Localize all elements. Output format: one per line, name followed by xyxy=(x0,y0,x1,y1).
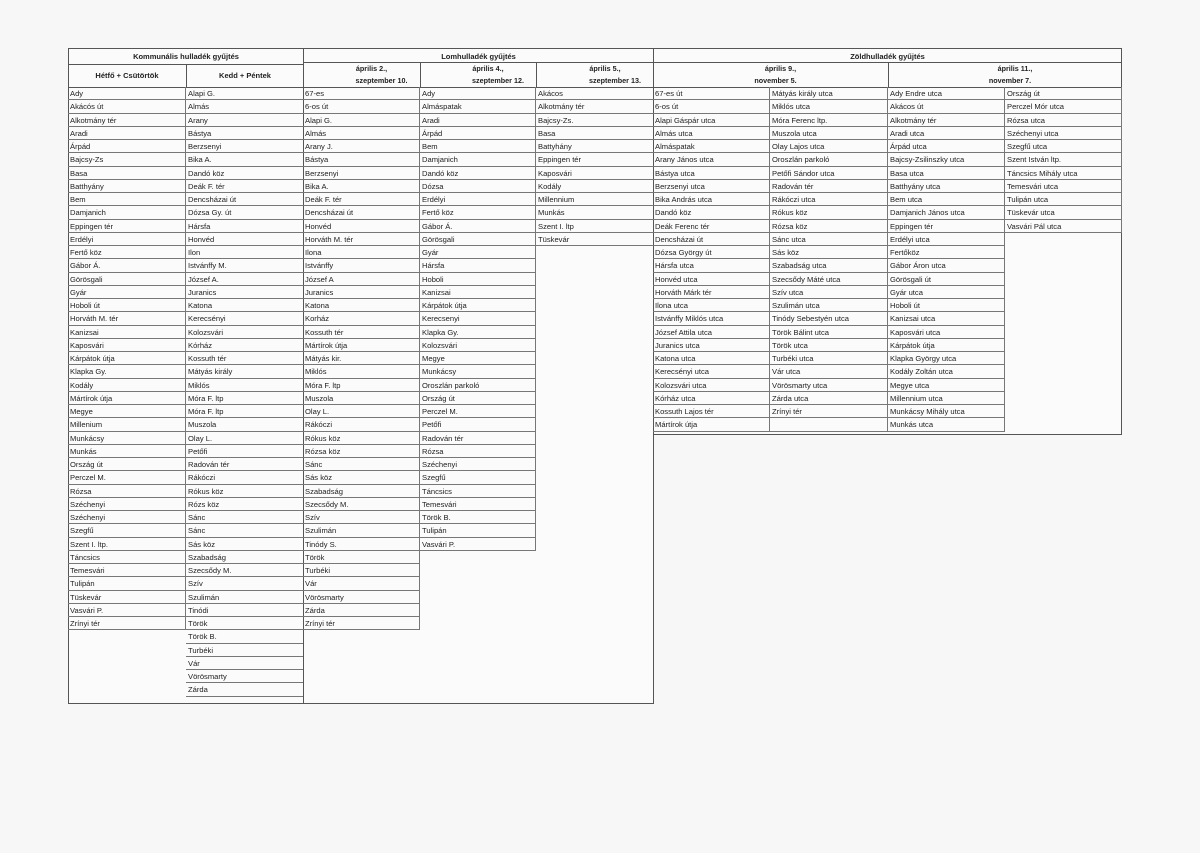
table-cell: Temesvári xyxy=(420,498,536,511)
table-cell: Basa xyxy=(536,127,654,140)
table-cell: Kerecsényi utca xyxy=(653,365,770,378)
lom-title-rule xyxy=(303,62,654,63)
table-cell: Tüskevár utca xyxy=(1005,206,1122,219)
table-cell: Ady xyxy=(420,87,536,100)
zold-col1 xyxy=(653,87,770,432)
table-cell: Almáspatak xyxy=(420,100,536,113)
table-cell: Oroszlán parkoló xyxy=(420,379,536,392)
table-cell: Ilona utca xyxy=(653,299,770,312)
table-cell: Vasvári P. xyxy=(420,538,536,551)
table-cell: Katona utca xyxy=(653,352,770,365)
table-cell: Sás köz xyxy=(770,246,888,259)
table-cell: Turbéki utca xyxy=(770,352,888,365)
table-cell: Szent István ltp. xyxy=(1005,153,1122,166)
table-cell: Kolozsvári xyxy=(420,339,536,352)
table-cell: Perczel M. xyxy=(420,405,536,418)
table-cell: Vörösmarty utca xyxy=(770,379,888,392)
table-cell: Horváth M. tér xyxy=(303,233,420,246)
table-cell: Munkácsy xyxy=(68,432,186,445)
table-cell: Tüskevár xyxy=(536,233,654,246)
table-cell: Honvéd xyxy=(186,233,304,246)
table-cell: Dandó köz xyxy=(420,167,536,180)
table-cell: Kolozsvári xyxy=(186,326,304,339)
table-cell: Megye xyxy=(420,352,536,365)
table-cell: Árpád xyxy=(68,140,186,153)
table-cell: Akácós út xyxy=(68,100,186,113)
table-cell: Dózsa György út xyxy=(653,246,770,259)
table-cell: Bástya xyxy=(303,153,420,166)
table-cell: Megye xyxy=(68,405,186,418)
table-cell: Ady xyxy=(68,87,186,100)
table-cell: Millennium utca xyxy=(888,392,1005,405)
table-cell: Zárda xyxy=(186,683,304,696)
table-cell: Szegfű utca xyxy=(1005,140,1122,153)
table-cell: Ország út xyxy=(68,458,186,471)
table-cell: Móra F. ltp xyxy=(303,379,420,392)
table-cell: Kodály Zoltán utca xyxy=(888,365,1005,378)
table-cell: Dencsházai út xyxy=(303,206,420,219)
table-cell: Berzsenyi xyxy=(186,140,304,153)
lom-title: Lomhulladék gyűjtés xyxy=(441,52,516,61)
table-cell: Hársfa utca xyxy=(653,259,770,272)
table-cell: Istvánffy Miklós utca xyxy=(653,312,770,325)
table-cell: Istvánffy xyxy=(303,259,420,272)
table-cell: Szent I. ltp xyxy=(536,220,654,233)
table-cell: Bem utca xyxy=(888,193,1005,206)
table-cell: Rákóczi xyxy=(303,418,420,431)
table-cell: Arany J. xyxy=(303,140,420,153)
table-cell: Rákóczi xyxy=(186,471,304,484)
table-cell: Kórház utca xyxy=(653,392,770,405)
table-cell: Hársfa xyxy=(186,220,304,233)
zold-g2-head-b: november 7. xyxy=(988,76,1032,85)
table-cell: Sánc xyxy=(186,524,304,537)
table-cell: Damjanich xyxy=(420,153,536,166)
komm-col1-head: Hétfő + Csütörtök xyxy=(95,71,159,80)
table-cell: Dencsházai út xyxy=(186,193,304,206)
table-cell: Tüskevár xyxy=(68,591,186,604)
table-cell: Erdélyi xyxy=(68,233,186,246)
table-cell: Szabadság xyxy=(186,551,304,564)
lom-c3-head-a: április 5., xyxy=(589,64,621,73)
table-cell: Gyár xyxy=(68,286,186,299)
table-cell: Kossuth tér xyxy=(303,326,420,339)
table-cell: Alkotmány tér xyxy=(68,114,186,127)
table-cell: Munkácsy xyxy=(420,365,536,378)
table-cell: Zárda xyxy=(303,604,420,617)
table-cell: Hoboli xyxy=(420,273,536,286)
table-cell: Tinódy Sebestyén utca xyxy=(770,312,888,325)
zold-col4 xyxy=(1005,87,1122,233)
table-cell: Rózsa köz xyxy=(303,445,420,458)
table-cell: Széchenyi xyxy=(420,458,536,471)
table-cell: Olay L. xyxy=(186,432,304,445)
table-cell: Basa utca xyxy=(888,167,1005,180)
table-cell: Bajcsy-Zsilinszky utca xyxy=(888,153,1005,166)
table-cell: Deák Ferenc tér xyxy=(653,220,770,233)
table-cell: Aradi utca xyxy=(888,127,1005,140)
table-cell: Sánc xyxy=(303,458,420,471)
table-cell: Mártírok útja xyxy=(68,392,186,405)
table-cell: Vasvári Pál utca xyxy=(1005,220,1122,233)
table-cell: Batthyány utca xyxy=(888,180,1005,193)
table-cell: Kanizsai xyxy=(420,286,536,299)
table-cell: Deák F. tér xyxy=(303,193,420,206)
table-cell: Ország út xyxy=(1005,87,1122,100)
table-cell: Bem xyxy=(420,140,536,153)
table-cell: Bajcsy-Zs. xyxy=(536,114,654,127)
table-cell: Dandó köz xyxy=(653,206,770,219)
table-cell: Muszola utca xyxy=(770,127,888,140)
table-cell: Rózsa köz xyxy=(770,220,888,233)
table-cell: Kaposvári xyxy=(68,339,186,352)
table-cell: Petőfi Sándor utca xyxy=(770,167,888,180)
table-cell: Szív xyxy=(186,577,304,590)
table-cell: Fertőköz xyxy=(888,246,1005,259)
table-cell: Kerecsenyi xyxy=(420,312,536,325)
table-cell: Petőfi xyxy=(420,418,536,431)
table-cell: Szabadság xyxy=(303,485,420,498)
table-cell: Katona xyxy=(186,299,304,312)
table-cell: Ország út xyxy=(420,392,536,405)
table-cell: Kórház xyxy=(186,339,304,352)
table-cell: Kodály xyxy=(536,180,654,193)
table-cell: Kárpátok útja xyxy=(888,339,1005,352)
table-cell: Szív utca xyxy=(770,286,888,299)
table-cell: Mártírok útja xyxy=(653,418,770,431)
lom-c2-head-b: szeptember 12. xyxy=(472,76,524,85)
table-cell: Tinódy S. xyxy=(303,538,420,551)
table-cell: Honvéd utca xyxy=(653,273,770,286)
table-cell: 67-es xyxy=(303,87,420,100)
table-cell: Almás xyxy=(186,100,304,113)
table-cell: Radován tér xyxy=(420,432,536,445)
table-cell: Bástya xyxy=(186,127,304,140)
table-cell: Szent I. ltp. xyxy=(68,538,186,551)
table-cell: Almás utca xyxy=(653,127,770,140)
table-cell: Hársfa xyxy=(420,259,536,272)
table-cell: Török xyxy=(186,617,304,630)
table-cell: Perczel Mór utca xyxy=(1005,100,1122,113)
table-cell: Kossuth Lajos tér xyxy=(653,405,770,418)
table-cell: Dandó köz xyxy=(186,167,304,180)
table-cell: Arany János utca xyxy=(653,153,770,166)
table-cell: Táncsics Mihály utca xyxy=(1005,167,1122,180)
table-cell: Gábor Á. xyxy=(68,259,186,272)
table-cell: Török xyxy=(303,551,420,564)
table-cell: Fertő köz xyxy=(68,246,186,259)
table-cell: Széchenyi utca xyxy=(1005,127,1122,140)
table-cell: Oroszlán parkoló xyxy=(770,153,888,166)
table-cell: Móra Ferenc ltp. xyxy=(770,114,888,127)
table-cell: Eppingen tér xyxy=(68,220,186,233)
zold-title: Zöldhulladék gyűjtés xyxy=(850,52,925,61)
table-cell: Kaposvári xyxy=(536,167,654,180)
table-cell: Vár xyxy=(303,577,420,590)
table-cell: Sánc xyxy=(186,511,304,524)
zold-col3 xyxy=(888,87,1005,432)
table-cell: Muszola xyxy=(186,418,304,431)
table-cell: Kanizsai xyxy=(68,326,186,339)
lom-c1-head-b: szeptember 10. xyxy=(355,76,408,85)
table-cell: Hoboli út xyxy=(68,299,186,312)
table-cell: Batthyány xyxy=(68,180,186,193)
table-cell: Tulipán xyxy=(420,524,536,537)
table-cell: Tulipán utca xyxy=(1005,193,1122,206)
table-cell: József Attila utca xyxy=(653,326,770,339)
table-cell: Battyhány xyxy=(536,140,654,153)
table-cell: Bem xyxy=(68,193,186,206)
table-cell: Perczel M. xyxy=(68,471,186,484)
table-cell: Aradi xyxy=(68,127,186,140)
komm-title: Kommunális hulladék gyűjtés xyxy=(133,52,239,61)
table-cell: Kárpátok útja xyxy=(420,299,536,312)
table-cell: Ilon xyxy=(186,246,304,259)
table-cell: Széchenyi xyxy=(68,498,186,511)
table-cell: Bika A. xyxy=(303,180,420,193)
table-cell: Gyár utca xyxy=(888,286,1005,299)
table-cell: 6-os út xyxy=(303,100,420,113)
komm-col1 xyxy=(68,87,186,630)
table-cell: Szecsődy M. xyxy=(186,564,304,577)
table-cell: Vörösmarty xyxy=(303,591,420,604)
table-cell: Sás köz xyxy=(186,538,304,551)
table-cell: Vár utca xyxy=(770,365,888,378)
table-cell: József A xyxy=(303,273,420,286)
table-cell: Mátyás kir. xyxy=(303,352,420,365)
table-cell: Damjanich János utca xyxy=(888,206,1005,219)
table-cell: Sás köz xyxy=(303,471,420,484)
table-cell: Árpád utca xyxy=(888,140,1005,153)
table-cell: Gábor Á. xyxy=(420,220,536,233)
table-cell: 6-os út xyxy=(653,100,770,113)
table-cell: Millennium xyxy=(536,193,654,206)
table-cell: Móra F. ltp xyxy=(186,405,304,418)
table-cell: Millenium xyxy=(68,418,186,431)
table-cell: Turbéki xyxy=(186,644,304,657)
table-cell: Honvéd xyxy=(303,220,420,233)
table-cell: 67-es út xyxy=(653,87,770,100)
lom-head-divider-2 xyxy=(536,62,537,87)
table-cell: Klapka Gy. xyxy=(68,365,186,378)
table-cell: Zrínyi tér xyxy=(68,617,186,630)
table-cell: Ilona xyxy=(303,246,420,259)
table-cell: Görösgali xyxy=(68,273,186,286)
lom-c3-head-b: szeptember 13. xyxy=(589,76,641,85)
table-cell: Fertő köz xyxy=(420,206,536,219)
table-cell: Klapka Gy. xyxy=(420,326,536,339)
komm-col2-head: Kedd + Péntek xyxy=(219,71,271,80)
table-cell: Rákóczi utca xyxy=(770,193,888,206)
table-cell: Olay L. xyxy=(303,405,420,418)
table-cell: Szulimán xyxy=(186,591,304,604)
table-cell: Zrínyi tér xyxy=(303,617,420,630)
table-cell: Damjanich xyxy=(68,206,186,219)
table-cell: Miklós utca xyxy=(770,100,888,113)
table-cell: Görösgali út xyxy=(888,273,1005,286)
table-cell: Juranics xyxy=(186,286,304,299)
table-cell: Rókus köz xyxy=(303,432,420,445)
table-cell: Zárda utca xyxy=(770,392,888,405)
table-cell: Almás xyxy=(303,127,420,140)
table-cell: Ady Endre utca xyxy=(888,87,1005,100)
table-cell: Rózsa xyxy=(420,445,536,458)
table-cell: Zrínyi tér xyxy=(770,405,888,418)
table-cell: Munkácsy Mihály utca xyxy=(888,405,1005,418)
table-cell: Temesvári utca xyxy=(1005,180,1122,193)
table-cell: Munkás utca xyxy=(888,418,1005,431)
table-cell: Alkotmány tér xyxy=(536,100,654,113)
table-cell: Tinódi xyxy=(186,604,304,617)
table-cell: Berzsenyi xyxy=(303,167,420,180)
zold-g1-head-b: november 5. xyxy=(754,76,797,85)
zold-col2 xyxy=(770,87,888,432)
table-cell: Kerecsényi xyxy=(186,312,304,325)
komm-col2 xyxy=(186,87,304,697)
table-cell: Rózs köz xyxy=(186,498,304,511)
table-cell: Munkás xyxy=(536,206,654,219)
table-cell: Radován tér xyxy=(770,180,888,193)
table-cell: Kanizsai utca xyxy=(888,312,1005,325)
table-cell: Sánc utca xyxy=(770,233,888,246)
zold-g1-head-a: április 9., xyxy=(764,64,797,73)
table-cell: Görösgali xyxy=(420,233,536,246)
table-cell: Kodály xyxy=(68,379,186,392)
lom-head-divider-1 xyxy=(420,62,421,87)
table-cell: Kaposvári utca xyxy=(888,326,1005,339)
table-cell: Miklós xyxy=(186,379,304,392)
table-cell xyxy=(770,418,888,431)
table-cell: Dózsa xyxy=(420,180,536,193)
table-cell: Török Bálint utca xyxy=(770,326,888,339)
table-cell: Mártírok útja xyxy=(303,339,420,352)
table-cell: Mátyás király utca xyxy=(770,87,888,100)
table-cell: Berzsenyi utca xyxy=(653,180,770,193)
table-cell: Török B. xyxy=(420,511,536,524)
table-cell: Dózsa Gy. út xyxy=(186,206,304,219)
lom-col2 xyxy=(420,87,536,551)
zold-g2-head-a: április 11., xyxy=(997,64,1033,73)
lom-c1-head-a: április 2., xyxy=(355,64,388,73)
table-cell: Alapi G. xyxy=(186,87,304,100)
table-cell: Tulipán xyxy=(68,577,186,590)
table-cell: Akácos út xyxy=(888,100,1005,113)
table-cell: Olay Lajos utca xyxy=(770,140,888,153)
table-cell: Szecsődy M. xyxy=(303,498,420,511)
table-cell: Szecsődy Máté utca xyxy=(770,273,888,286)
table-cell: Rózsa utca xyxy=(1005,114,1122,127)
lom-col3 xyxy=(536,87,654,246)
table-cell: Miklós xyxy=(303,365,420,378)
table-cell: Rózsa xyxy=(68,485,186,498)
table-cell: Szív xyxy=(303,511,420,524)
table-cell: Hoboli út xyxy=(888,299,1005,312)
table-cell: Kolozsvári utca xyxy=(653,379,770,392)
table-cell: Radován tér xyxy=(186,458,304,471)
table-cell: Turbéki xyxy=(303,564,420,577)
table-cell: Megye utca xyxy=(888,379,1005,392)
table-cell: Bika A. xyxy=(186,153,304,166)
table-cell: Horváth Márk tér xyxy=(653,286,770,299)
table-cell: Petőfi xyxy=(186,445,304,458)
table-cell: Mátyás király xyxy=(186,365,304,378)
lom-col1 xyxy=(303,87,420,630)
table-cell: Alkotmány tér xyxy=(888,114,1005,127)
table-cell: Rókus köz xyxy=(770,206,888,219)
table-cell: József A. xyxy=(186,273,304,286)
table-cell: Temesvári xyxy=(68,564,186,577)
table-cell: Móra F. ltp xyxy=(186,392,304,405)
table-cell: Gábor Áron utca xyxy=(888,259,1005,272)
table-cell: Deák F. tér xyxy=(186,180,304,193)
table-cell: Kossuth tér xyxy=(186,352,304,365)
table-cell: Török utca xyxy=(770,339,888,352)
table-cell: Akácos xyxy=(536,87,654,100)
table-cell: Török B. xyxy=(186,630,304,643)
table-cell: Muszola xyxy=(303,392,420,405)
table-cell: Táncsics xyxy=(68,551,186,564)
table-cell: Eppingen tér xyxy=(888,220,1005,233)
table-cell: Szegfű xyxy=(420,471,536,484)
table-cell: Erdélyi utca xyxy=(888,233,1005,246)
table-cell: Szabadság utca xyxy=(770,259,888,272)
table-cell: Juranics utca xyxy=(653,339,770,352)
table-cell: Erdélyi xyxy=(420,193,536,206)
table-cell: Rókus köz xyxy=(186,485,304,498)
zold-head-divider xyxy=(888,62,889,87)
table-cell: Korház xyxy=(303,312,420,325)
table-cell: Bástya utca xyxy=(653,167,770,180)
table-cell: Alapi G. xyxy=(303,114,420,127)
table-cell: Dencsházai út xyxy=(653,233,770,246)
table-cell: Horváth M. tér xyxy=(68,312,186,325)
table-cell: Bika András utca xyxy=(653,193,770,206)
table-cell: Gyár xyxy=(420,246,536,259)
lom-c2-head-a: április 4., xyxy=(472,64,504,73)
table-cell: Táncsics xyxy=(420,485,536,498)
table-cell: Katona xyxy=(303,299,420,312)
table-cell: Szulimán xyxy=(303,524,420,537)
komm-col-divider xyxy=(186,64,187,88)
table-cell: Basa xyxy=(68,167,186,180)
table-cell: Vörösmarty xyxy=(186,670,304,683)
table-cell: Vasvári P. xyxy=(68,604,186,617)
table-cell: Alapi Gáspár utca xyxy=(653,114,770,127)
table-cell: Kárpátok útja xyxy=(68,352,186,365)
table-cell: Bajcsy-Zs xyxy=(68,153,186,166)
table-cell: Munkás xyxy=(68,445,186,458)
table-cell: Szegfű xyxy=(68,524,186,537)
table-cell: Juranics xyxy=(303,286,420,299)
table-cell: Vár xyxy=(186,657,304,670)
table-cell: Aradi xyxy=(420,114,536,127)
table-cell: Istvánffy M. xyxy=(186,259,304,272)
table-cell: Eppingen tér xyxy=(536,153,654,166)
table-cell: Árpád xyxy=(420,127,536,140)
table-cell: Arany xyxy=(186,114,304,127)
table-cell: Almáspatak xyxy=(653,140,770,153)
table-cell: Klapka György utca xyxy=(888,352,1005,365)
table-cell: Széchenyi xyxy=(68,511,186,524)
table-cell: Szulimán utca xyxy=(770,299,888,312)
